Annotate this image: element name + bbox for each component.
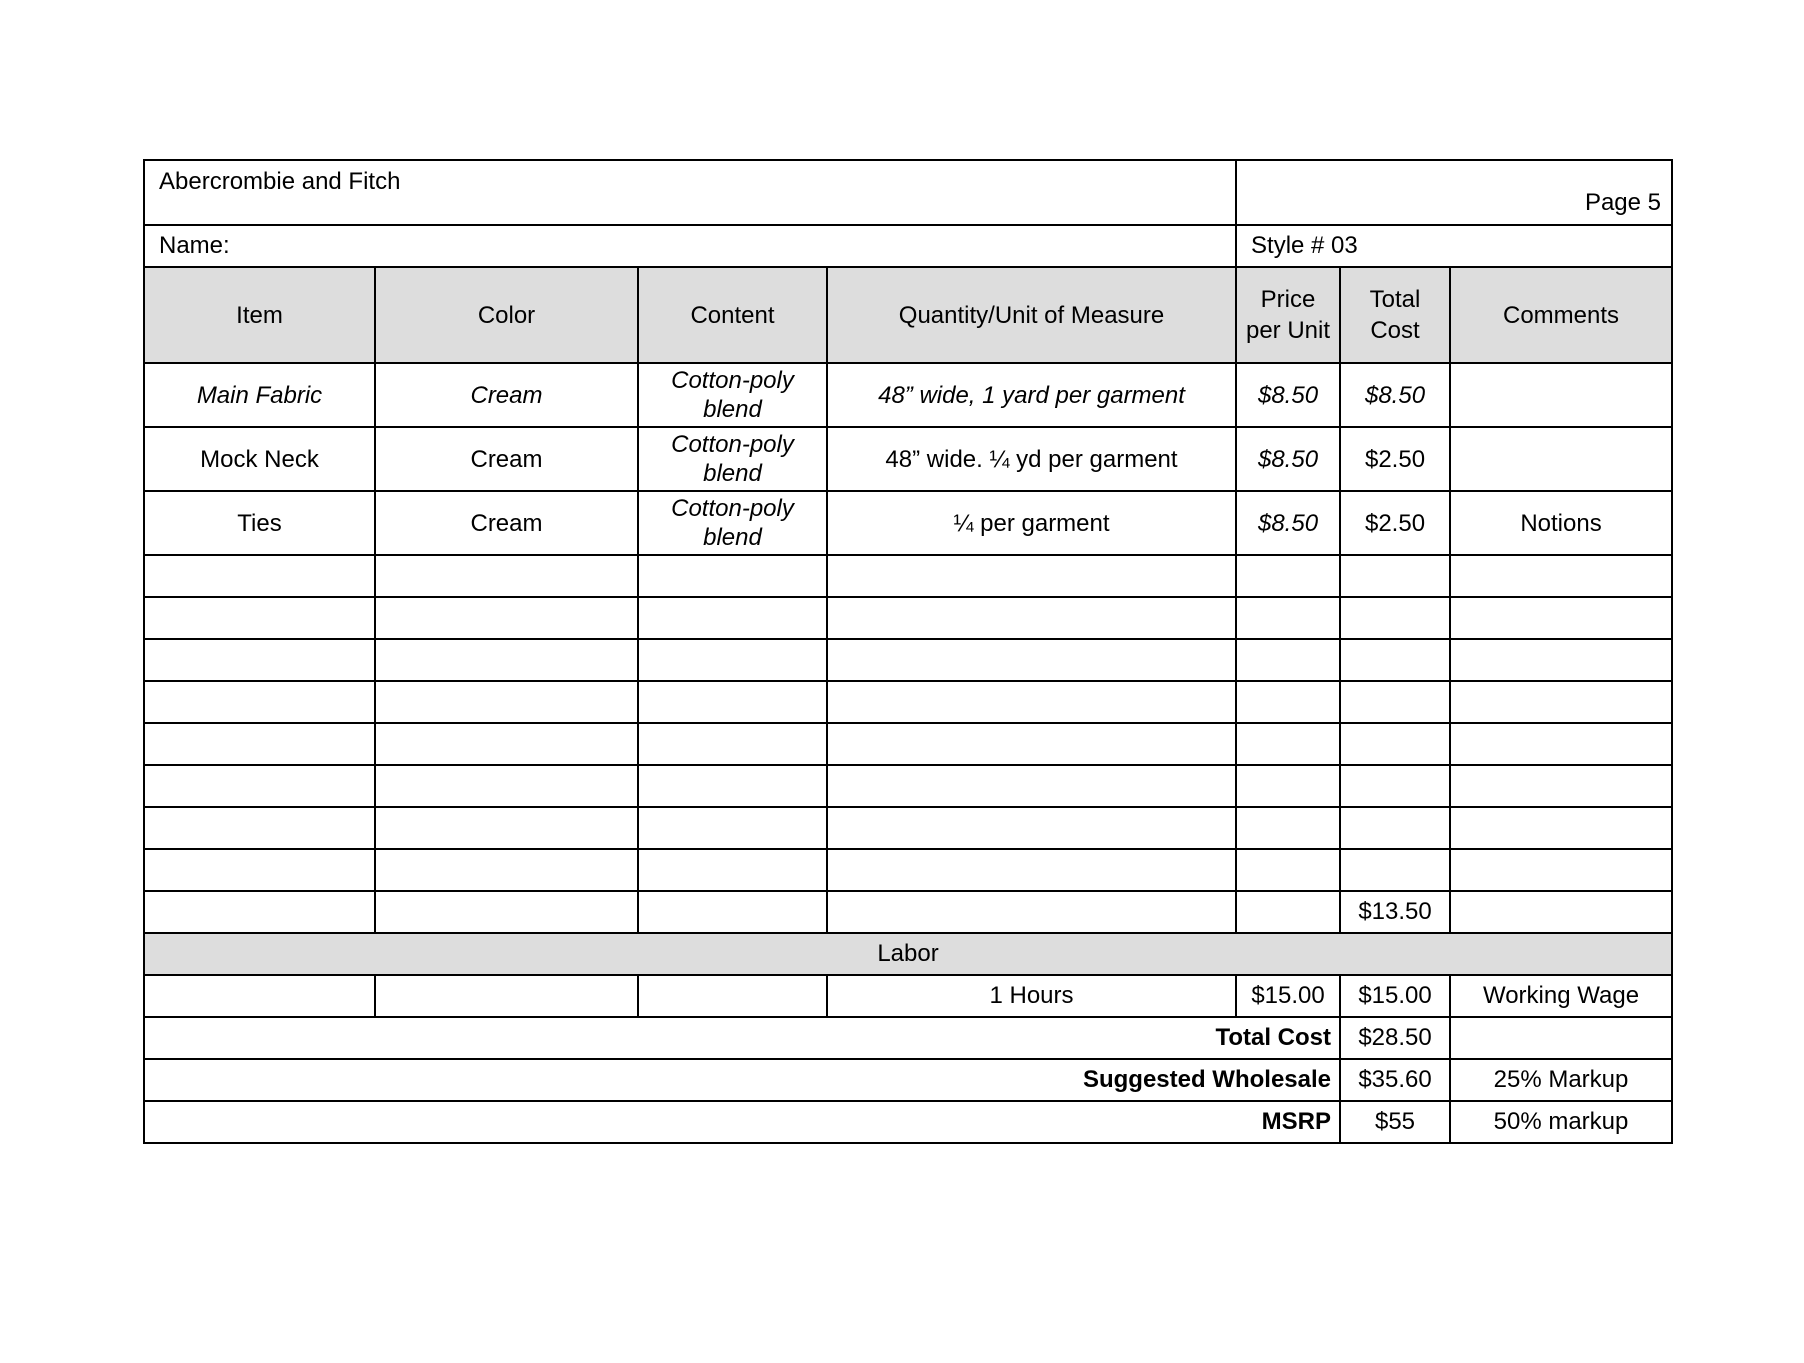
cell-content: Cotton-poly blend bbox=[638, 363, 827, 427]
total-cost-value: $28.50 bbox=[1340, 1017, 1450, 1059]
col-header-item: Item bbox=[144, 267, 375, 363]
col-header-price: Price per Unit bbox=[1236, 267, 1340, 363]
empty-row bbox=[144, 723, 1672, 765]
msrp-value: $55 bbox=[1340, 1101, 1450, 1143]
labor-row bbox=[144, 975, 1672, 1017]
materials-subtotal: $13.50 bbox=[1340, 891, 1450, 933]
cell-content: Cotton-poly blend bbox=[638, 491, 827, 555]
col-header-quantity: Quantity/Unit of Measure bbox=[827, 267, 1236, 363]
empty-row bbox=[144, 765, 1672, 807]
empty-row bbox=[144, 681, 1672, 723]
labor-price: $15.00 bbox=[1236, 975, 1340, 1017]
cell-quantity: 48” wide, 1 yard per garment bbox=[827, 363, 1236, 427]
style-number: Style # 03 bbox=[1236, 225, 1672, 267]
wholesale-markup: 25% Markup bbox=[1450, 1059, 1672, 1101]
cell-item: Ties bbox=[144, 491, 375, 555]
total-cost-row bbox=[144, 1017, 1672, 1059]
table-row bbox=[144, 491, 1672, 555]
cost-table bbox=[143, 159, 1673, 1144]
cell-color: Cream bbox=[375, 491, 638, 555]
labor-comments: Working Wage bbox=[1450, 975, 1672, 1017]
msrp-label: MSRP bbox=[144, 1101, 1340, 1143]
empty-row bbox=[144, 639, 1672, 681]
wholesale-label: Suggested Wholesale bbox=[144, 1059, 1340, 1101]
empty-row bbox=[144, 807, 1672, 849]
cell-item: Main Fabric bbox=[144, 363, 375, 427]
empty-row bbox=[144, 849, 1672, 891]
cell-content: Cotton-poly blend bbox=[638, 427, 827, 491]
column-header-row bbox=[144, 267, 1672, 363]
wholesale-row bbox=[144, 1059, 1672, 1101]
cell-color: Cream bbox=[375, 363, 638, 427]
total-cost-label: Total Cost bbox=[144, 1017, 1340, 1059]
table-row bbox=[144, 363, 1672, 427]
empty-row bbox=[144, 597, 1672, 639]
msrp-markup: 50% markup bbox=[1450, 1101, 1672, 1143]
empty-row bbox=[144, 555, 1672, 597]
cell-price: $8.50 bbox=[1236, 363, 1340, 427]
msrp-row bbox=[144, 1101, 1672, 1143]
cell-price: $8.50 bbox=[1236, 427, 1340, 491]
col-header-total: Total Cost bbox=[1340, 267, 1450, 363]
wholesale-value: $35.60 bbox=[1340, 1059, 1450, 1101]
col-header-content: Content bbox=[638, 267, 827, 363]
labor-heading: Labor bbox=[144, 933, 1672, 975]
cell-comments: Notions bbox=[1450, 491, 1672, 555]
cell-comments bbox=[1450, 363, 1672, 427]
cost-sheet bbox=[143, 159, 1671, 1144]
cell-total: $2.50 bbox=[1340, 491, 1450, 555]
col-header-color: Color bbox=[375, 267, 638, 363]
col-header-comments: Comments bbox=[1450, 267, 1672, 363]
cell-color: Cream bbox=[375, 427, 638, 491]
table-row bbox=[144, 427, 1672, 491]
cell-price: $8.50 bbox=[1236, 491, 1340, 555]
cell-total: $2.50 bbox=[1340, 427, 1450, 491]
cell-quantity: 48” wide. ¼ yd per garment bbox=[827, 427, 1236, 491]
name-field-label: Name: bbox=[144, 225, 1236, 267]
cell-total: $8.50 bbox=[1340, 363, 1450, 427]
cell-comments bbox=[1450, 427, 1672, 491]
cell-item: Mock Neck bbox=[144, 427, 375, 491]
labor-quantity: 1 Hours bbox=[827, 975, 1236, 1017]
page-number: Page 5 bbox=[1236, 160, 1672, 225]
materials-subtotal-row bbox=[144, 891, 1672, 933]
labor-total: $15.00 bbox=[1340, 975, 1450, 1017]
company-name: Abercrombie and Fitch bbox=[144, 160, 1236, 225]
cell-quantity: ¼ per garment bbox=[827, 491, 1236, 555]
